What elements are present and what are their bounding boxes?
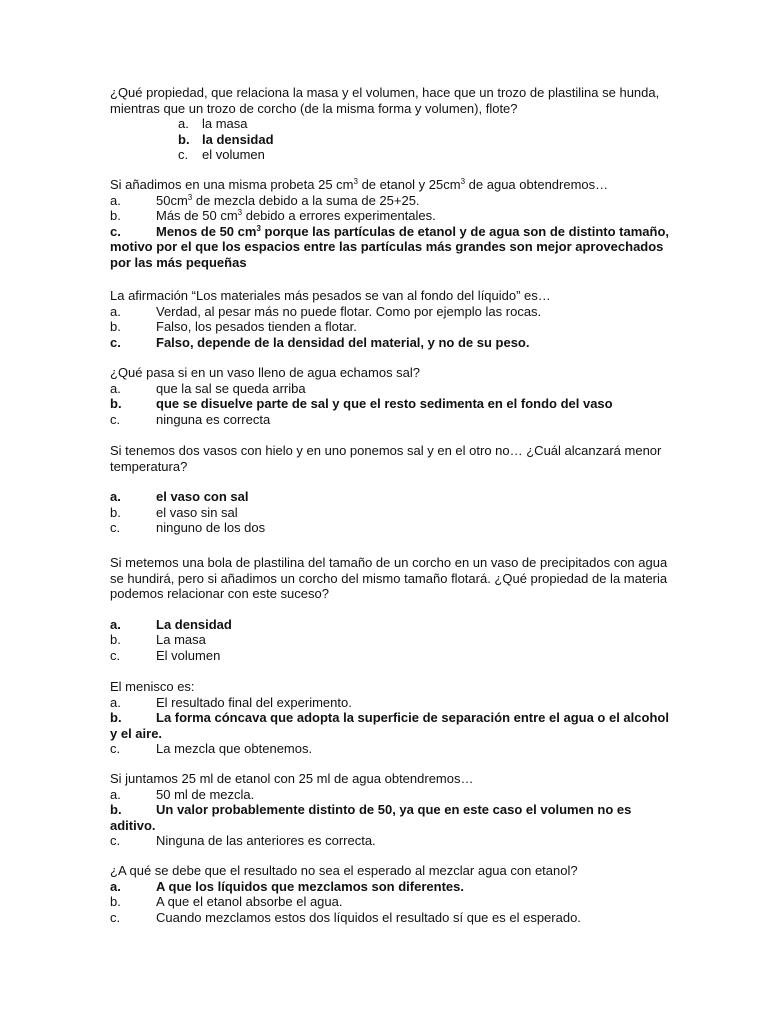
option-letter: b. xyxy=(110,710,122,725)
question-5 xyxy=(110,443,670,536)
question-4 xyxy=(110,365,670,427)
question-6 xyxy=(110,555,670,663)
option-a xyxy=(110,695,670,711)
options-list xyxy=(110,489,670,536)
option-text: Falso, los pesados tienden a flotar. xyxy=(156,319,357,334)
text-part: Más de 50 cm xyxy=(156,208,238,223)
text-part: porque las partículas de etanol y de agua son de distinto tamaño, motivo por el que los espacios entre las partículas más grandes son mejor aprovechados por las más pequeñas xyxy=(110,223,670,270)
options-list xyxy=(110,787,670,849)
option-letter: c. xyxy=(178,147,189,162)
text-part: de etanol y 25cm xyxy=(357,177,461,192)
text-part: de mezcla debido a la suma de 25+25. xyxy=(192,192,420,208)
option-letter: a. xyxy=(110,303,121,319)
option-text: ninguno de los dos xyxy=(156,520,266,535)
option-a xyxy=(110,193,670,209)
option-letter: a. xyxy=(110,616,121,632)
question-9 xyxy=(110,863,670,925)
question-7 xyxy=(110,679,670,757)
option-a xyxy=(110,304,670,320)
option-b xyxy=(110,505,670,521)
option-text: el vaso sin sal xyxy=(156,504,238,520)
option-letter: c. xyxy=(110,909,121,925)
spacer xyxy=(110,602,670,617)
options-list xyxy=(110,879,670,926)
option-a xyxy=(110,116,670,132)
question-text: El menisco es: xyxy=(110,679,195,694)
option-b-correct xyxy=(110,132,670,148)
option-text: el volumen xyxy=(202,147,265,162)
option-text: Verdad, al pesar más no puede flotar. Como por ejemplo las rocas. xyxy=(156,303,542,319)
superscript: 3 xyxy=(187,192,193,202)
option-letter: b. xyxy=(110,396,122,411)
option-c-correct xyxy=(110,224,670,271)
option-letter: c. xyxy=(110,741,121,756)
option-b xyxy=(110,319,670,335)
option-a xyxy=(110,787,670,803)
option-letter: c. xyxy=(110,223,121,239)
option-letter: b. xyxy=(110,208,121,223)
question-text: ¿Qué pasa si en un vaso lleno de agua echamos sal? xyxy=(110,365,421,380)
option-c xyxy=(110,741,670,757)
option-a xyxy=(110,381,670,397)
option-a-correct xyxy=(110,489,670,505)
question-text: Si tenemos dos vasos con hielo y en uno ponemos sal y en el otro no… ¿Cuál alcanzará menor temperatura? xyxy=(110,443,662,474)
options-list xyxy=(110,304,670,351)
option-text: 50 ml de mezcla. xyxy=(156,786,255,802)
question-text: ¿Qué propiedad, que relaciona la masa y el volumen, hace que un trozo de plastilina se hunda, mientras que un trozo de corcho (de la misma forma y volumen), flote? xyxy=(110,85,660,116)
superscript: 3 xyxy=(353,177,358,186)
option-letter: b. xyxy=(110,802,122,817)
text-part: de agua obtendremos… xyxy=(465,177,609,192)
option-c xyxy=(110,833,670,849)
option-text: que la sal se queda arriba xyxy=(156,380,306,396)
option-text: A que los líquidos que mezclamos son diferentes. xyxy=(156,878,464,894)
option-b xyxy=(110,894,670,910)
option-c-correct xyxy=(110,335,670,351)
options-list xyxy=(110,116,670,163)
option-text: la masa xyxy=(202,116,248,131)
text-part: Si añadimos en una misma probeta 25 cm xyxy=(110,177,354,192)
text-part: 50cm xyxy=(156,192,188,208)
option-b-correct xyxy=(110,396,670,412)
options-list xyxy=(110,695,670,757)
option-letter: c. xyxy=(110,334,121,350)
option-letter: b. xyxy=(178,131,190,147)
option-letter: a. xyxy=(110,786,121,802)
option-letter: a. xyxy=(110,694,121,710)
text-part: Menos de 50 cm xyxy=(156,223,257,239)
option-text: El resultado final del experimento. xyxy=(156,694,352,710)
text-part: debido a errores experimentales. xyxy=(242,208,436,223)
option-letter: a. xyxy=(178,116,189,131)
option-text: A que el etanol absorbe el agua. xyxy=(156,894,343,909)
option-text: que se disuelve parte de sal y que el resto sedimenta en el fondo del vaso xyxy=(156,396,613,411)
question-3 xyxy=(110,288,670,350)
option-letter: a. xyxy=(110,192,121,208)
option-text: ninguna es correcta xyxy=(156,411,271,427)
question-text xyxy=(110,177,670,193)
option-c xyxy=(110,520,670,536)
options-list xyxy=(110,381,670,428)
option-b xyxy=(110,632,670,648)
option-letter: c. xyxy=(110,520,121,535)
option-text: El volumen xyxy=(156,647,221,663)
option-text xyxy=(156,193,670,209)
question-2 xyxy=(110,177,670,270)
spacer xyxy=(110,474,670,489)
option-text: La mezcla que obtenemos. xyxy=(156,741,313,756)
option-letter: b. xyxy=(110,504,121,520)
option-text xyxy=(156,208,670,224)
option-text: La masa xyxy=(156,632,206,647)
options-list xyxy=(110,617,670,664)
option-a-correct xyxy=(110,879,670,895)
option-letter: a. xyxy=(110,489,121,504)
option-c xyxy=(110,648,670,664)
question-8 xyxy=(110,771,670,849)
option-text: Un valor probablemente distinto de 50, ya que en este caso el volumen no es aditivo. xyxy=(110,802,632,833)
question-text: Si metemos una bola de plastilina del tamaño de un corcho en un vaso de precipitados con agua se hundirá, pero si añadimos un corcho del mismo tamaño flotará. ¿Qué propiedad de la materia podemos relacionar con este suceso? xyxy=(110,555,668,601)
question-1 xyxy=(110,85,670,163)
option-b-correct xyxy=(110,802,670,833)
option-text: La densidad xyxy=(156,616,232,632)
option-letter: c. xyxy=(110,647,121,663)
superscript: 3 xyxy=(237,208,243,217)
option-letter: c. xyxy=(110,833,121,848)
option-letter: a. xyxy=(110,380,121,396)
option-text: Cuando mezclamos estos dos líquidos el resultado sí que es el esperado. xyxy=(156,909,581,925)
options-list xyxy=(110,193,670,271)
superscript: 3 xyxy=(256,223,261,233)
option-letter: b. xyxy=(110,319,121,334)
option-letter: b. xyxy=(110,894,121,909)
option-letter: b. xyxy=(110,632,121,647)
option-a-correct xyxy=(110,617,670,633)
option-c xyxy=(110,910,670,926)
option-c xyxy=(110,147,670,163)
option-text: La forma cóncava que adopta la superficie de separación entre el agua o el alcohol y el aire. xyxy=(110,710,669,741)
option-text: Falso, depende de la densidad del material, y no de su peso. xyxy=(156,334,530,350)
option-b xyxy=(110,208,670,224)
option-text: la densidad xyxy=(202,131,274,147)
option-letter: c. xyxy=(110,411,121,427)
option-b-correct xyxy=(110,710,670,741)
superscript: 3 xyxy=(460,177,466,186)
question-text: Si juntamos 25 ml de etanol con 25 ml de agua obtendremos… xyxy=(110,771,474,786)
question-text: La afirmación “Los materiales más pesados se van al fondo del líquido” es… xyxy=(110,288,551,303)
option-letter: a. xyxy=(110,878,121,894)
option-text: el vaso con sal xyxy=(156,489,249,504)
option-text: Ninguna de las anteriores es correcta. xyxy=(156,833,376,848)
question-text: ¿A qué se debe que el resultado no sea el esperado al mezclar agua con etanol? xyxy=(110,863,578,878)
option-c xyxy=(110,412,670,428)
